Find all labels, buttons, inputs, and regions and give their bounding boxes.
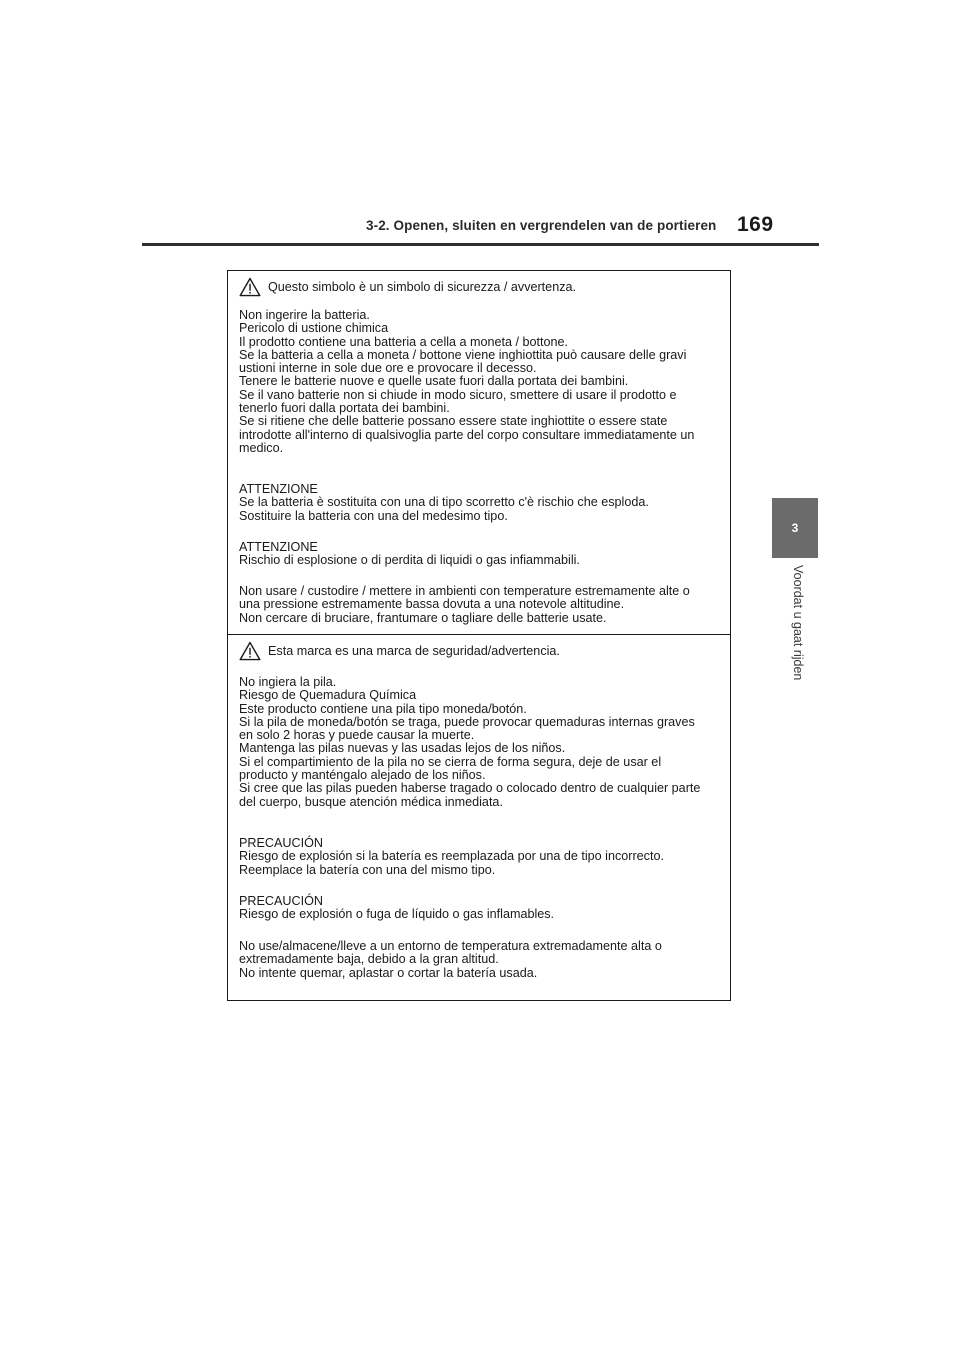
text-line: una pressione estremamente bassa dovuta a una notevole altitudine. bbox=[239, 597, 625, 612]
text-line: Non ingerire la batteria. bbox=[239, 308, 370, 322]
text-line: Si la pila de moneda/botón se traga, puede provocar quemaduras internas graves bbox=[239, 714, 695, 729]
text-line: Si cree que las pilas pueden haberse tragado o colocado dentro de cualquier parte bbox=[239, 781, 701, 796]
spanish-warning-section bbox=[228, 634, 730, 1000]
text-line: PRECAUCIÓN bbox=[239, 894, 323, 908]
chapter-tab: 3 bbox=[772, 498, 818, 558]
spanish-symbol-row bbox=[239, 641, 560, 661]
text-line: Pericolo di ustione chimica bbox=[239, 321, 389, 336]
warning-triangle-icon bbox=[239, 277, 261, 297]
text-line: del cuerpo, busque atención médica inmediata. bbox=[239, 794, 503, 809]
text-line: Mantenga las pilas nuevas y las usadas lejos de los niños. bbox=[239, 741, 566, 756]
text-line: Se il vano batterie non si chiude in modo sicuro, smettere di usare il prodotto e bbox=[239, 387, 677, 402]
text-line: Rischio di esplosione o di perdita di liquidi o gas infiammabili. bbox=[239, 553, 580, 568]
header-rule bbox=[142, 243, 819, 246]
italian-ingestion-warning bbox=[239, 309, 716, 455]
spanish-caution-explosion bbox=[239, 895, 716, 922]
italian-warning-section bbox=[228, 271, 730, 634]
text-line: producto y manténgalo alejado de los niños. bbox=[239, 768, 486, 783]
text-line: No use/almacene/lleve a un entorno de temperatura extremadamente alta o bbox=[239, 939, 662, 953]
text-line: Riesgo de explosión si la batería es reemplazada por una de tipo incorrecto. bbox=[239, 849, 664, 864]
text-line: Se la batteria a cella a moneta / bottone viene inghiottita può causare delle gravi bbox=[239, 347, 687, 362]
italian-caution-replacement bbox=[239, 483, 716, 523]
text-line: tenerlo fuori dalla portata dei bambini. bbox=[239, 401, 450, 416]
italian-symbol-row bbox=[239, 277, 576, 297]
chapter-side-label: Voordat u gaat rijden bbox=[791, 565, 805, 681]
text-line: introdotte all'interno di qualsivoglia parte del corpo consultare immediatamente un bbox=[239, 427, 695, 442]
text-line: Se si ritiene che delle batterie possano essere state inghiottite o essere state bbox=[239, 414, 668, 429]
text-line: Se la batteria è sostituita con una di tipo scorretto c'è rischio che esploda. bbox=[239, 495, 649, 510]
spanish-caution-replacement bbox=[239, 837, 716, 877]
text-line: PRECAUCIÓN bbox=[239, 836, 323, 850]
text-line: Riesgo de explosión o fuga de líquido o gas inflamables. bbox=[239, 907, 555, 922]
text-line: en solo 2 horas y puede causar la muerte. bbox=[239, 728, 475, 743]
warning-triangle-icon bbox=[239, 641, 261, 661]
text-line: ATTENZIONE bbox=[239, 540, 318, 554]
text-line: Si el compartimiento de la pila no se cierra de forma segura, deje de usar el bbox=[239, 754, 662, 769]
text-line: Riesgo de Quemadura Química bbox=[239, 688, 417, 703]
text-line: Il prodotto contiene una batteria a cella a moneta / bottone. bbox=[239, 334, 569, 349]
text-line: Sostituire la batteria con una del medesimo tipo. bbox=[239, 508, 508, 523]
italian-symbol-text: Questo simbolo è un simbolo di sicurezza / avvertenza. bbox=[268, 280, 576, 294]
text-line: No intente quemar, aplastar o cortar la batería usada. bbox=[239, 965, 538, 980]
text-line: Tenere le batterie nuove e quelle usate fuori dalla portata dei bambini. bbox=[239, 374, 629, 389]
italian-environment-warning bbox=[239, 585, 716, 625]
text-line: extremadamente baja, debido a la gran altitud. bbox=[239, 952, 499, 967]
spanish-environment-warning bbox=[239, 940, 716, 980]
text-line: Non cercare di bruciare, frantumare o tagliare delle batterie usate. bbox=[239, 610, 607, 625]
text-line: No ingiera la pila. bbox=[239, 675, 337, 689]
battery-warning-box bbox=[227, 270, 731, 1001]
spanish-ingestion-warning bbox=[239, 676, 716, 809]
text-line: ATTENZIONE bbox=[239, 482, 318, 496]
text-line: Non usare / custodire / mettere in ambienti con temperature estremamente alte o bbox=[239, 584, 690, 598]
header-section-title: 3-2. Openen, sluiten en vergrendelen van de portieren bbox=[366, 218, 717, 233]
italian-caution-explosion bbox=[239, 541, 716, 568]
page-number: 169 bbox=[737, 213, 774, 236]
text-line: Reemplace la batería con una del mismo tipo. bbox=[239, 862, 496, 877]
spanish-symbol-text: Esta marca es una marca de seguridad/advertencia. bbox=[268, 644, 560, 658]
text-line: medico. bbox=[239, 440, 284, 455]
text-line: ustioni interne in sole due ore e provocare il decesso. bbox=[239, 361, 537, 376]
text-line: Este producto contiene una pila tipo moneda/botón. bbox=[239, 701, 527, 716]
